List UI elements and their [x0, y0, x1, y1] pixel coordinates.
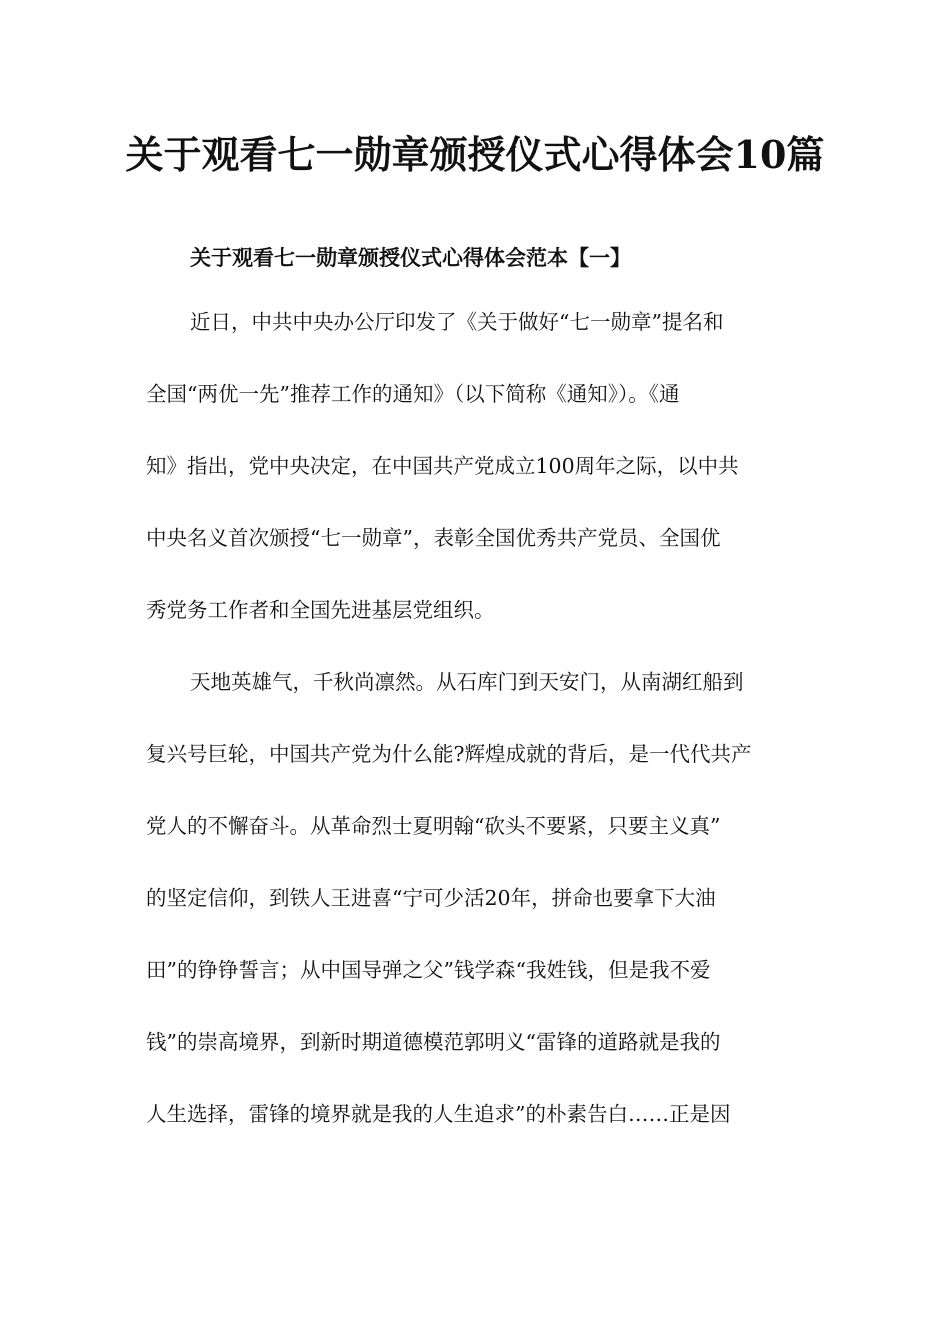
paragraph-line: 的坚定信仰，到铁人王进喜“宁可少活20年，拼命也要拿下大油	[146, 886, 716, 910]
paragraph-line: 知》指出，党中央决定，在中国共产党成立100周年之际，以中共	[146, 454, 739, 478]
paragraph	[146, 304, 804, 628]
paragraph-line: 复兴号巨轮，中国共产党为什么能?辉煌成就的背后，是一代代共产	[146, 742, 752, 766]
paragraph-line: 田”的铮铮誓言；从中国导弹之父”钱学森“我姓钱，但是我不爱	[146, 958, 711, 982]
paragraph-line: 人生选择，雷锋的境界就是我的人生追求”的朴素告白……正是因	[146, 1102, 731, 1126]
section-heading: 关于观看七一勋章颁授仪式心得体会范本【一】	[190, 246, 631, 270]
paragraph-line: 党人的不懈奋斗。从革命烈士夏明翰“砍头不要紧，只要主义真”	[146, 814, 721, 838]
document-title: 关于观看七一勋章颁授仪式心得体会10篇	[125, 132, 825, 177]
document-body	[146, 304, 804, 1168]
paragraph-line: 秀党务工作者和全国先进基层党组织。	[146, 598, 495, 622]
paragraph-line: 钱”的崇高境界，到新时期道德模范郭明义“雷锋的道路就是我的	[146, 1030, 721, 1054]
paragraph-line: 天地英雄气，千秋尚凛然。从石库门到天安门，从南湖红船到	[190, 670, 744, 694]
paragraph-line: 中央名义首次颁授“七一勋章”，表彰全国优秀共产党员、全国优	[146, 526, 721, 550]
paragraph-line: 全国“两优一先”推荐工作的通知》（以下简称《通知》）。《通	[146, 382, 680, 406]
paragraph	[146, 664, 804, 1132]
paragraph-line: 近日，中共中央办公厅印发了《关于做好“七一勋章”提名和	[190, 310, 724, 334]
